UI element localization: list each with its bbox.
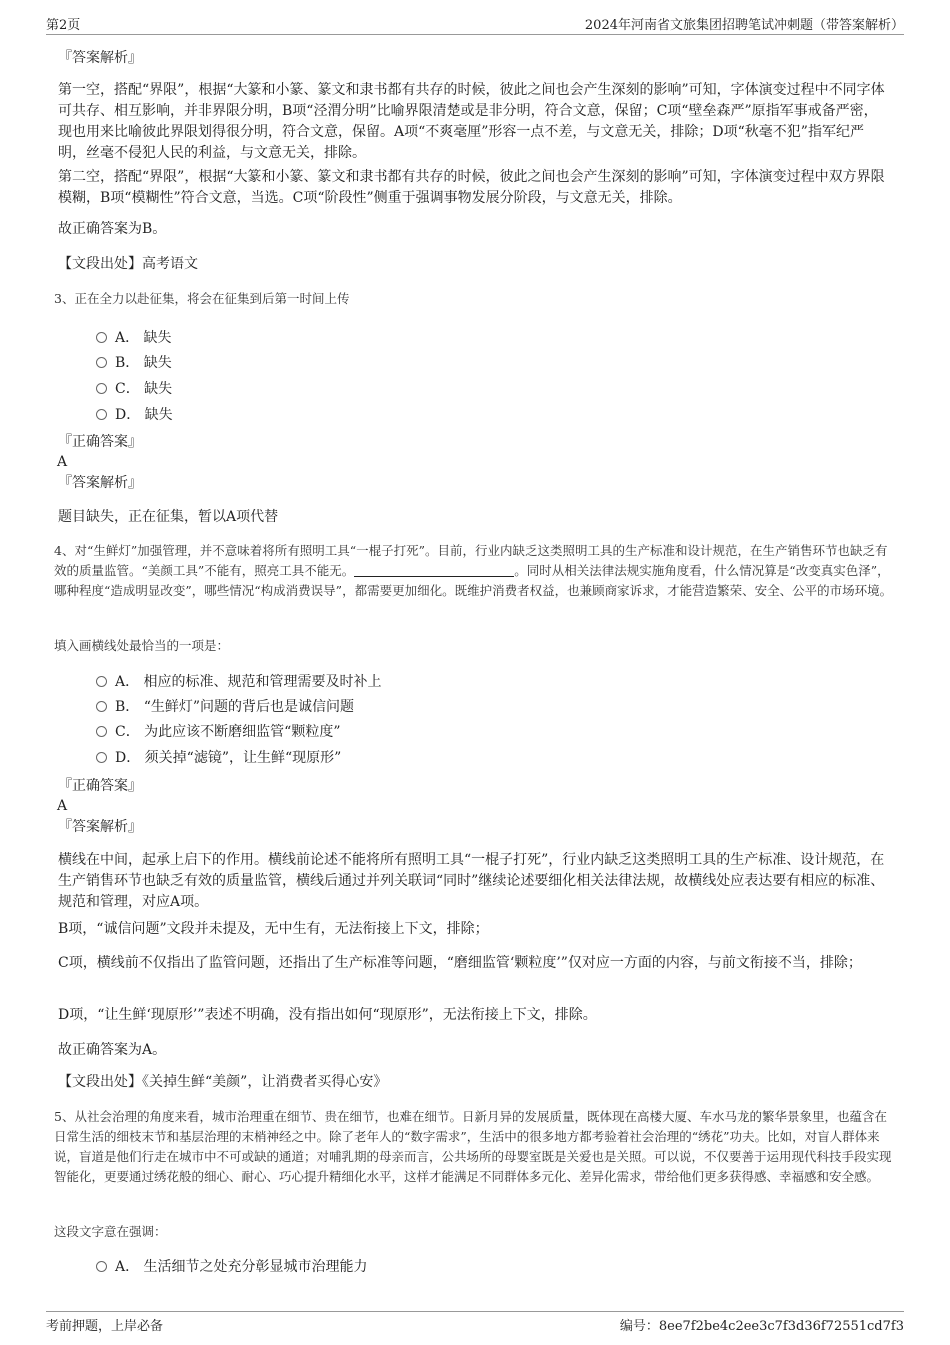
q3-option-d[interactable]: D． 缺失: [96, 405, 173, 425]
radio-icon[interactable]: [96, 1261, 107, 1272]
document-title: 2024年河南省文旅集团招聘笔试冲刺题（带答案解析）: [584, 18, 904, 33]
radio-icon[interactable]: [96, 676, 107, 687]
q4-analysis-p2: B项，“诚信问题”文段并未提及，无中生有，无法衔接上下文，排除；: [58, 921, 489, 937]
q3-answer: A: [57, 454, 68, 470]
analysis-label: 『答案解析』: [58, 50, 142, 66]
analysis-label: 『答案解析』: [58, 819, 142, 835]
footer-slogan: 考前押题，上岸必备: [46, 1319, 164, 1334]
q4-option-d[interactable]: D． 须关掉“滤镜”，让生鲜“现原形”: [96, 748, 341, 768]
radio-icon[interactable]: [96, 383, 107, 394]
q3-option-a[interactable]: A． 缺失: [96, 328, 172, 348]
document-id: 编号：8ee7f2be4c2ee3c7f3d36f72551cd7f3: [619, 1319, 904, 1334]
q2-source: 【文段出处】高考语文: [58, 256, 198, 272]
radio-icon[interactable]: [96, 357, 107, 368]
analysis-label: 『答案解析』: [58, 475, 142, 491]
q4-source: 【文段出处】《关掉生鲜“美颜”，让消费者买得心安》: [58, 1074, 388, 1090]
q4-option-b[interactable]: B． “生鲜灯”问题的背后也是诚信问题: [96, 697, 354, 717]
q2-conclusion: 故正确答案为B。: [58, 221, 167, 237]
q4-analysis-p1: 横线在中间，起承上启下的作用。横线前论述不能将所有照明工具“一棍子打死”，行业内缺乏这类照明工具的生产标准、设计规范，在生产销售环节也缺乏有效的质量监管，横线后通过并列关联词“同时”继续论述要细化相关法律法规，故横线处应表达要有相应的标准、规范和管理，对应A项。: [58, 852, 885, 910]
radio-icon[interactable]: [96, 726, 107, 737]
correct-answer-label: 『正确答案』: [58, 434, 142, 450]
q4-stem: 4、对“生鲜灯”加强管理，并不意味着将所有照明工具“一棍子打死”。目前，行业内缺乏这类照明工具的生产标准和设计规范，在生产销售环节也缺乏有效的质量监管。“美颜工具”不能有，照亮工具不能无。 。同时从相关法律法规实施角度看，什么情况算是“改变真实色泽”，哪种程度“造成明显改变”，哪些情况“构成消费误导”，都需要更加细化。既维护消费者权益，也兼顾商家诉求，才能营造繁荣、安全、公平的市场环境。: [54, 543, 893, 598]
q4-prompt: 填入画横线处最恰当的一项是：: [54, 638, 230, 653]
q2-analysis-p1: 第一空，搭配“界限”，根据“大篆和小篆、篆文和隶书都有共存的时候，彼此之间也会产生深刻的影响”可知，字体演变过程中不同字体可共存、相互影响，并非界限分明，B项“泾渭分明”比喻界限清楚或是非分明，符合文意，保留；C项“壁垒森严”原指军事戒备严密，现也用来比喻彼此界限划得很分明，符合文意，保留。A项“不爽毫厘”形容一点不差，与文意无关，排除；D项“秋毫不犯”指军纪严明，丝毫不侵犯人民的利益，与文意无关，排除。: [58, 82, 885, 161]
q4-answer: A: [57, 798, 68, 814]
q4-option-c[interactable]: C． 为此应该不断磨细监管“颗粒度”: [96, 722, 340, 742]
radio-icon[interactable]: [96, 752, 107, 763]
q3-analysis: 题目缺失，正在征集，暂以A项代替: [58, 509, 279, 525]
page-number: 第2页: [46, 18, 81, 33]
page-header: [46, 12, 904, 35]
q3-option-c[interactable]: C． 缺失: [96, 379, 172, 399]
q4-option-a[interactable]: A． 相应的标准、规范和管理需要及时补上: [96, 672, 382, 692]
q5-prompt: 这段文字意在强调：: [54, 1224, 167, 1239]
q5-stem: 5、从社会治理的角度来看，城市治理重在细节、贵在细节，也难在细节。日新月异的发展质量，既体现在高楼大厦、车水马龙的繁华景象里，也蕴含在日常生活的细枝末节和基层治理的末梢神经之中。除了老年人的“数字需求”，生活中的很多地方都考验着社会治理的“绣花”功夫。比如，对盲人群体来说，盲道是他们行走在城市中不可或缺的通道；对哺乳期的母亲而言，公共场所的母婴室既是关爱也是关照。可以说，不仅要善于运用现代科技手段实现智能化，更要通过绣花般的细心、耐心、巧心提升精细化水平，这样才能满足不同群体多元化、差异化需求，带给他们更多获得感、幸福感和安全感。: [54, 1109, 892, 1184]
q3-option-b[interactable]: B． 缺失: [96, 353, 172, 373]
q2-analysis-p2: 第二空，搭配“界限”，根据“大篆和小篆、篆文和隶书都有共存的时候，彼此之间也会产生深刻的影响”可知，字体演变过程中双方界限模糊，B项“模糊性”符合文意，当选。C项“阶段性”侧重于强调事物发展分阶段，与文意无关，排除。: [58, 169, 885, 206]
radio-icon[interactable]: [96, 409, 107, 420]
q4-analysis-p4: D项，“让生鲜‘现原形’”表述不明确，没有指出如何“现原形”，无法衔接上下文，排除。: [58, 1007, 597, 1023]
q3-stem: 3、正在全力以赴征集，将会在征集到后第一时间上传: [54, 291, 350, 306]
correct-answer-label: 『正确答案』: [58, 778, 142, 794]
q4-conclusion: 故正确答案为A。: [58, 1042, 167, 1058]
radio-icon[interactable]: [96, 701, 107, 712]
radio-icon[interactable]: [96, 332, 107, 343]
answer-blank: [354, 564, 514, 577]
q5-option-a[interactable]: A． 生活细节之处充分彰显城市治理能力: [96, 1257, 368, 1277]
q4-analysis-p3: C项，横线前不仅指出了监管问题，还指出了生产标准等问题，“磨细监管‘颗粒度’”仅对应一方面的内容，与前文衔接不当，排除；: [58, 955, 862, 971]
page-footer: [46, 1311, 904, 1336]
